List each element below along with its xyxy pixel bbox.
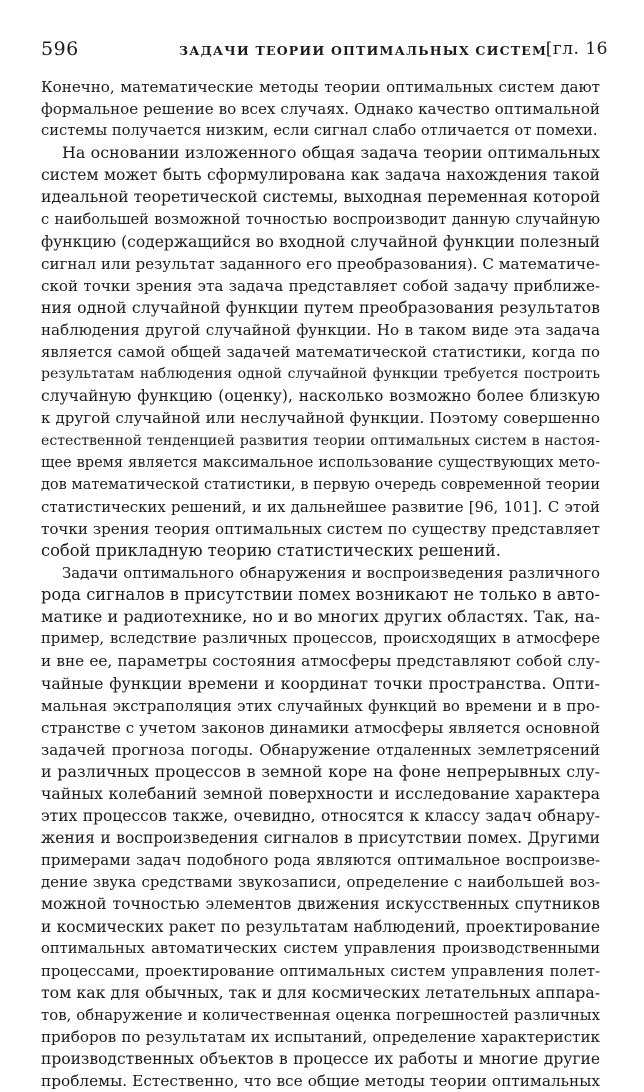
chapter-reference: [гл. 16: [545, 39, 608, 59]
text-line: чайные функции времени и координат точки пространства. Опти-: [41, 673, 600, 693]
page-number: 596: [41, 38, 79, 60]
page-header: [41, 38, 608, 62]
text-line: матике и радиотехнике, но и во многих других областях. Так, на-: [41, 607, 600, 627]
text-line: дение звука средствами звукозаписи, определение с наибольшей воз-: [41, 873, 600, 892]
text-line: дов математической статистики, в первую очередь современной теории: [41, 476, 600, 493]
text-line: задачей прогноза погоды. Обнаружение отдаленных землетрясений: [41, 740, 600, 759]
text-line: формальное решение во всех случаях. Однако качество оптимальной: [41, 100, 600, 119]
text-line: и космических ракет по результатам наблюдений, проектирование: [41, 917, 600, 936]
text-line: пример, вследствие различных процессов, происходящих в атмосфере: [41, 630, 600, 648]
running-title: ЗАДАЧИ ТЕОРИИ ОПТИМАЛЬНЫХ СИСТЕМ: [179, 43, 548, 58]
text-line: с наибольшей возможной точностью воспроизводит данную случайную: [41, 211, 600, 228]
text-line: рода сигналов в присутствии помех возникают не только в авто-: [41, 585, 600, 605]
text-line: тов, обнаружение и количественная оценка погрешностей различных: [41, 1005, 600, 1024]
text-line: чайных колебаний земной поверхности и исследование характера: [41, 784, 600, 803]
text-line: том как для обычных, так и для космических летательных аппара-: [41, 982, 600, 1002]
text-line: можной точностью элементов движения искусственных спутников: [41, 895, 600, 914]
text-line: оптимальных автоматических систем управления производственными: [41, 939, 600, 957]
text-line: наблюдения другой случайной функции. Но в таком виде эта задача: [41, 321, 600, 340]
text-line: системы получается низким, если сигнал слабо отличается от помехи.: [41, 122, 598, 140]
text-line: На основании изложенного общая задача теории оптимальных: [62, 143, 600, 163]
text-line: является самой общей задачей математической статистики, когда по: [41, 343, 600, 362]
text-line: мальная экстраполяция этих случайных функций во времени и в про-: [41, 696, 600, 715]
text-line: Задачи оптимального обнаружения и воспроизведения различного: [62, 564, 600, 583]
text-line: Конечно, математические методы теории оптимальных систем дают: [41, 78, 600, 96]
paragraph: [41, 142, 600, 562]
text-line: результатам наблюдения одной случайной функции требуется построить: [41, 366, 600, 383]
text-line: странстве с учетом законов динамики атмосферы является основной: [41, 718, 600, 737]
text-line: сигнал или результат заданного его преобразования). С математиче-: [41, 254, 600, 273]
text-line: этих процессов также, очевидно, относятся к классу задач обнару-: [41, 807, 600, 826]
text-line: приборов по результатам их испытаний, определение характеристик: [41, 1028, 600, 1047]
text-line: примерами задач подобного рода являются оптимальное воспроизве-: [41, 851, 600, 870]
text-line: щее время является максимальное использование существующих мето-: [41, 454, 600, 471]
text-line: производственных объектов в процессе их работы и многие другие: [41, 1050, 600, 1069]
text-line: процессами, проектирование оптимальных систем управления полет-: [41, 961, 600, 980]
paragraph: [41, 562, 600, 1092]
paragraph: [41, 76, 600, 142]
text-line: и вне ее, параметры состояния атмосферы представляют собой слу-: [41, 652, 600, 671]
text-line: ской точки зрения эта задача представляет собой задачу приближе-: [41, 276, 600, 295]
text-line: и различных процессов в земной коре на фоне непрерывных слу-: [41, 761, 600, 781]
text-line: проблемы. Естественно, что все общие методы теории оптимальных: [41, 1072, 600, 1091]
text-line: жения и воспроизведения сигналов в присутствии помех. Другими: [41, 829, 600, 848]
text-line: к другой случайной или неслучайной функции. Поэтому совершенно: [41, 409, 600, 428]
text-line: точки зрения теория оптимальных систем по существу представляет: [41, 519, 600, 538]
text-line: систем может быть сформулирована как задача нахождения такой: [41, 166, 600, 185]
text-line: идеальной теоретической системы, выходная переменная которой: [41, 187, 601, 207]
text-line: функцию (содержащийся во входной случайной функции полезный: [41, 232, 600, 251]
text-line: собой прикладную теорию статистических решений.: [41, 540, 501, 560]
text-line: случайную функцию (оценку), насколько возможно более близкую: [41, 387, 600, 406]
text-line: естественной тенденцией развития теории оптимальных систем в настоя-: [41, 432, 600, 449]
body-text: [41, 76, 600, 1092]
text-line: ния одной случайной функции путем преобразования результатов: [41, 297, 600, 317]
text-line: статистических решений, и их дальнейшее развитие [96, 101]. С этой: [41, 497, 600, 516]
